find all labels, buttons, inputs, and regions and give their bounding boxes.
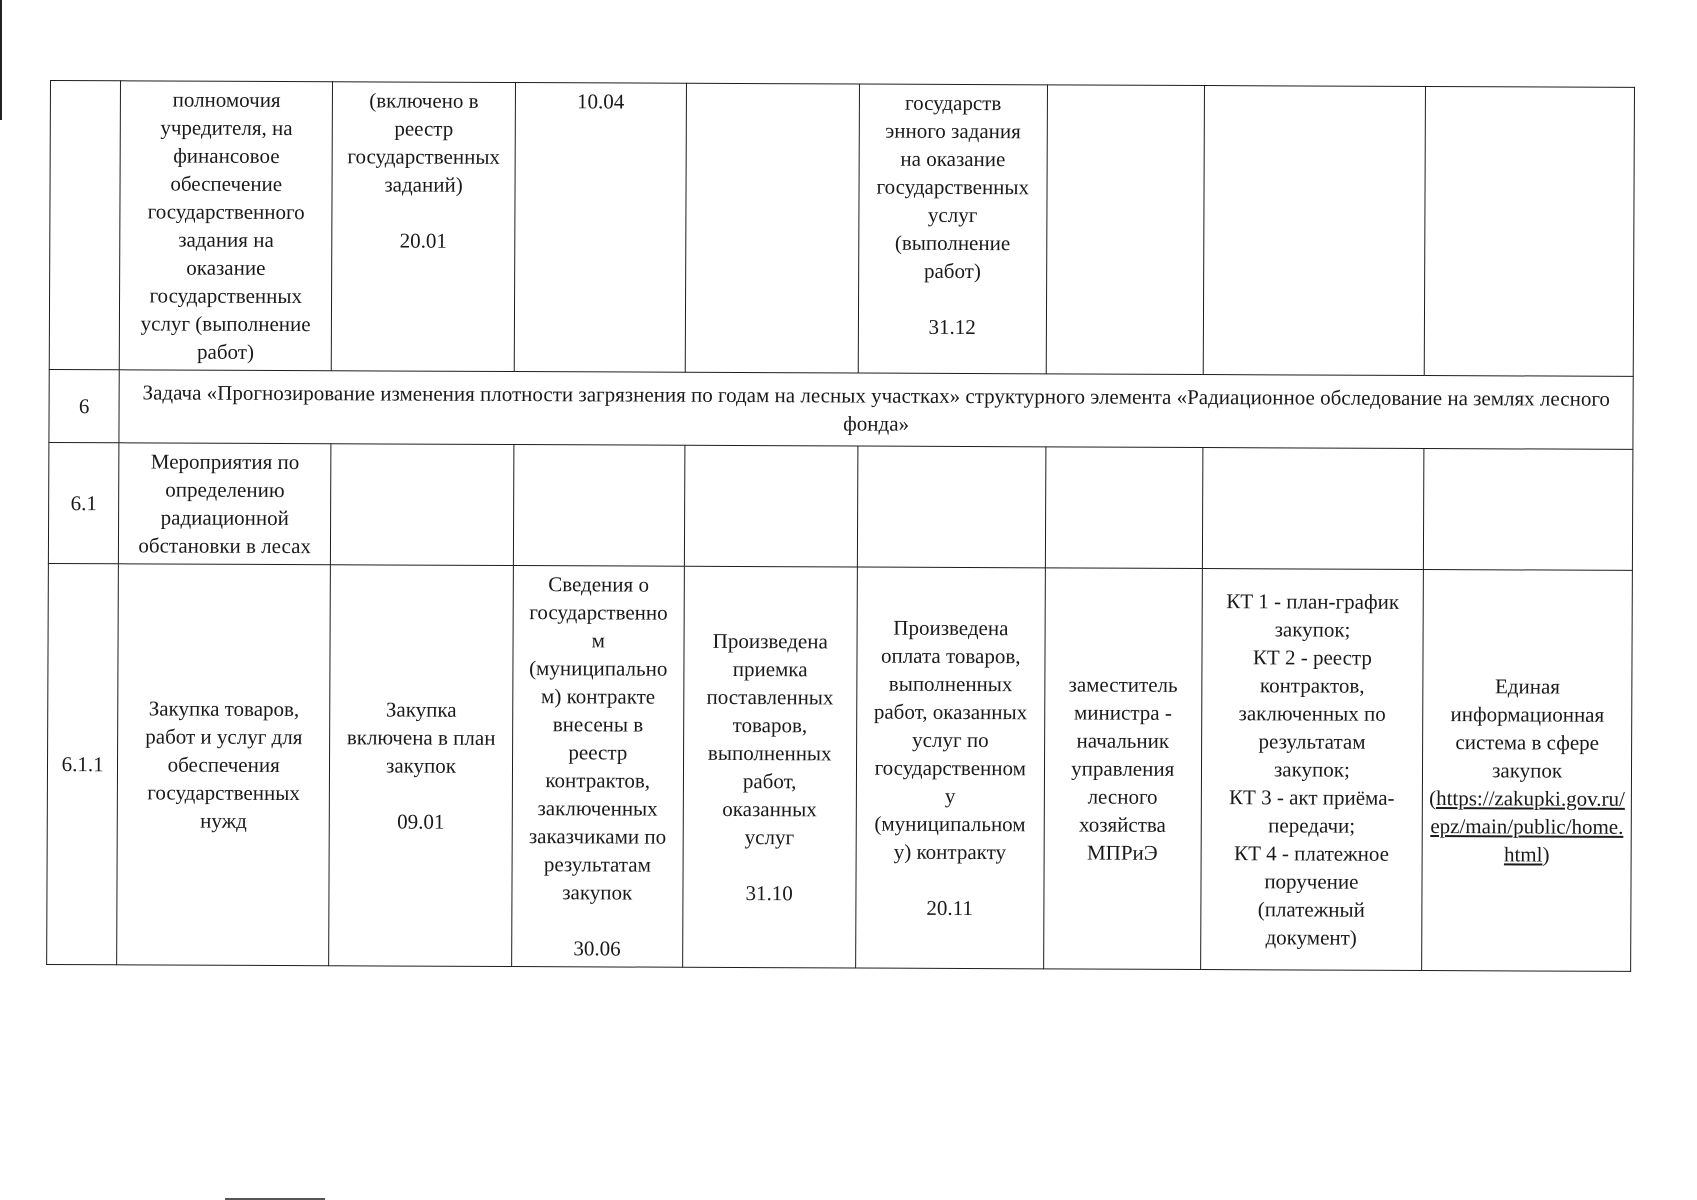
info-system-cell	[1424, 87, 1634, 377]
table-row	[48, 442, 1633, 570]
table-row	[49, 369, 1633, 449]
measures-table	[46, 80, 1635, 972]
control-point-2-cell	[513, 445, 684, 567]
link-open-paren: (	[1429, 786, 1437, 811]
event-name-cell: полномочия учредителя, на финансовое обеспечение государственного задания на оказание государственных услуг (выполнение работ)	[120, 81, 333, 371]
table-row	[47, 563, 1633, 971]
control-point-4-cell: Произведена оплата товаров, выполненных работ, оказанных услуг по государственном у (муниципальном у) контракту 20.11	[855, 567, 1045, 969]
control-point-1-cell: (включено в реестр государственных заданий) 20.01	[331, 82, 515, 372]
control-point-3-cell	[684, 445, 858, 567]
control-point-4-cell	[857, 446, 1046, 568]
page-edge	[0, 0, 2, 120]
document-cell	[1202, 448, 1424, 570]
document-cell: КТ 1 - план-график закупок; КТ 2 - реестр контрактов, заключенных по результатам закупок; КТ 3 - акт приёма- передачи; КТ 4 - платежное поручение (платежный документ)	[1200, 569, 1423, 971]
control-point-1-cell: Закупка включена в план закупок 09.01	[329, 565, 513, 967]
info-system-label: Единая информационная система в сфере закупок	[1450, 674, 1605, 783]
link-close-paren: )	[1542, 842, 1550, 867]
info-system-cell	[1424, 448, 1633, 570]
responsible-cell	[1046, 85, 1204, 375]
event-name-cell: Мероприятия по определению радиационной обстановки в лесах	[119, 443, 331, 565]
row-number: 6	[49, 369, 120, 442]
document-cell	[1203, 86, 1426, 376]
control-point-1-cell	[331, 444, 514, 566]
task-cell: Задача «Прогнозирование изменения плотности загрязнения по годам на лесных участках» структурного элемента «Радиационное обследование на землях лесного фонда»	[119, 370, 1633, 450]
control-point-2-cell: Сведения о государственно м (муниципально м) контракте внесены в реестр контрактов, заключенных заказчиками по результатам закупок 30.06	[512, 566, 685, 968]
row-number	[49, 81, 121, 370]
control-point-4-cell: государств энного задания на оказание государственных услуг (выполнение работ) 31.12	[858, 84, 1047, 374]
control-point-3-cell: Произведена приемка поставленных товаров, выполненных работ, оказанных услуг 31.10	[682, 566, 857, 968]
row-number: 6.1	[48, 442, 119, 563]
responsible-cell	[1045, 447, 1202, 569]
zakupki-link[interactable]: https://zakupki.gov.ru/epz/main/public/home.html	[1430, 786, 1625, 867]
event-name-cell: Закупка товаров, работ и услуг для обеспечения государственных нужд	[117, 564, 331, 966]
info-system-cell	[1422, 569, 1633, 971]
control-point-3-cell	[685, 83, 859, 373]
row-number: 6.1.1	[47, 563, 119, 964]
table-row	[49, 81, 1634, 377]
control-point-2-cell: 10.04	[514, 83, 686, 373]
responsible-cell: заместитель министра - начальник управления лесного хозяйства МПРиЭ	[1043, 568, 1202, 970]
